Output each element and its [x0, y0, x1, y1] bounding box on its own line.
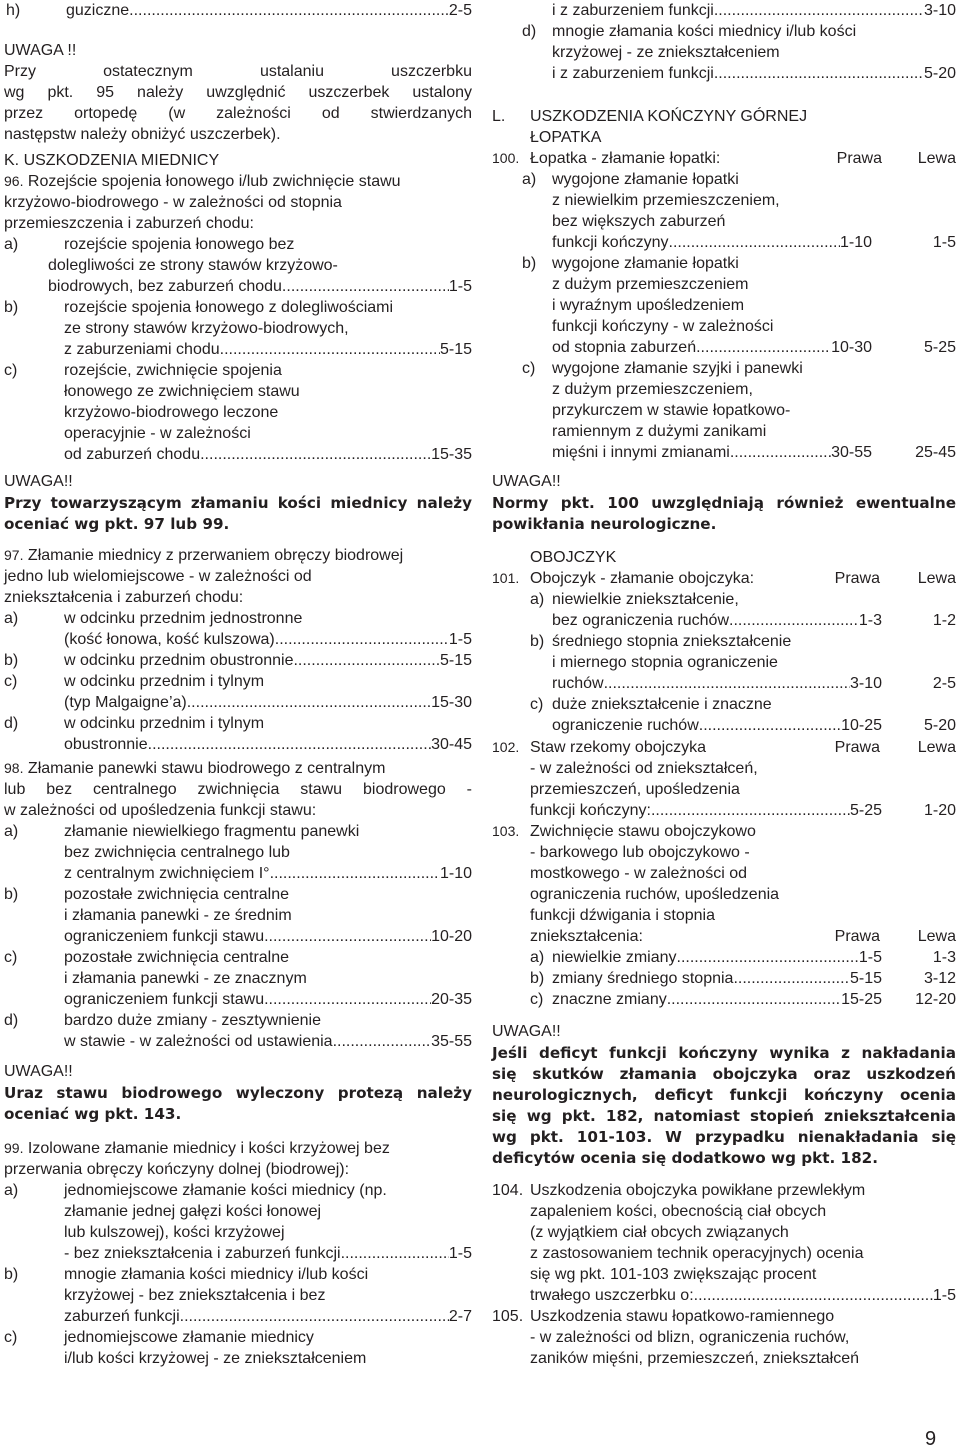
warning-text-line: przez ortopedę (w zależności od stwierdzanych — [4, 105, 472, 122]
item-value: 1-5 — [932, 1287, 956, 1304]
sub-c-value-line — [64, 444, 472, 465]
sub-c-value-line — [530, 989, 956, 1010]
value-prawa: 1-5 — [858, 949, 882, 966]
sub-label: b) — [530, 633, 545, 650]
sub-text: pozostałe zwichnięcia centralne — [64, 886, 290, 903]
item-96-line: krzyżowo-biodrowego - w zależności od stopnia — [4, 194, 342, 211]
sub-a-value-line — [64, 1243, 472, 1264]
sub-a-value-line — [64, 863, 472, 884]
sub-a-line — [4, 608, 472, 629]
item-97-line: zniekształcenia i zaburzeń chodu: — [4, 589, 244, 606]
sub-text: ruchów — [552, 675, 604, 692]
item-number: 100. — [492, 150, 520, 166]
sub-text: jednomiejscowe złamanie miednicy — [64, 1329, 314, 1346]
sub-label: a) — [530, 591, 545, 608]
item-number: 104. — [492, 1182, 524, 1199]
sub-c-line: i złamania panewki - ze znacznym — [64, 970, 307, 987]
item-number: 105. — [492, 1308, 524, 1325]
sub-c-value-line — [552, 442, 956, 463]
item-97-line — [4, 545, 472, 566]
item-103-line: ograniczenia ruchów, upośledzenia — [530, 886, 780, 903]
item-104-value-line — [530, 1285, 956, 1306]
value-prawa: 5-15 — [849, 970, 882, 987]
item-102-header — [492, 737, 956, 758]
item-104-line: się wg pkt. 101-103 zwiększając procent — [530, 1266, 817, 1283]
value-lewa: 12-20 — [915, 991, 956, 1008]
col-header-prawa: Prawa — [834, 739, 880, 756]
section-heading-k: K. USZKODZENIA MIEDNICY — [4, 152, 220, 169]
sub-value: 20-35 — [431, 991, 472, 1008]
item-98-line: lub bez centralnego zwichnięcia stawu biodrowego - — [4, 781, 472, 798]
col-header-prawa: Prawa — [834, 570, 880, 587]
sub-text: niewielkie zniekształcenie, — [552, 591, 739, 608]
word: Przy — [4, 63, 36, 80]
value-lewa: 25-45 — [915, 444, 956, 461]
sub-value: 1-5 — [448, 1245, 472, 1262]
sub-text: wygojone złamanie łopatki — [552, 171, 739, 188]
sub-text: (typ Malgaigne’a) — [64, 694, 187, 711]
item-105-line: - w zależności od blizn, ograniczenia ruchów, — [530, 1329, 850, 1346]
sub-text: ograniczenie ruchów — [552, 717, 699, 734]
sub-label: d) — [522, 23, 537, 40]
item-103-line: funkcji dźwigania i stopnia — [530, 907, 715, 924]
sub-c-line — [522, 358, 956, 379]
sub-text: w odcinku przednim jednostronne — [64, 610, 303, 627]
value-lewa: 5-20 — [923, 717, 956, 734]
sub-text: i z zaburzeniem funkcji — [552, 65, 714, 82]
item-105-line: zaników mięśni, przemieszczeń, zniekształceń — [530, 1350, 860, 1367]
item-text: guziczne — [66, 2, 130, 19]
sub-text: funkcji kończyny — [552, 234, 669, 251]
sub-b-value-line — [552, 337, 956, 358]
item-104-line: z zastosowaniem technik operacyjnych) ocenia — [530, 1245, 864, 1262]
sub-text: w odcinku przednim obustronnie — [64, 652, 294, 669]
sub-a-line — [522, 169, 956, 190]
sub-label: b) — [4, 1266, 19, 1283]
sub-b-value-line — [64, 926, 472, 947]
item-number: 103. — [492, 823, 520, 839]
warning-bold-line: deficytów ocenia się dodatkowo wg pkt. 182. — [492, 1149, 878, 1167]
sub-d-line — [4, 1010, 472, 1031]
sub-a-line: dolegliwości ze strony stawów krzyżowo- — [48, 257, 338, 274]
item-101-header — [492, 568, 956, 589]
sub-text: mnogie złamania kości miednicy i/lub kości — [552, 23, 857, 40]
item-text: zniekształcenia: — [530, 928, 643, 945]
sub-c-line: przykurczem w stawie łopatkowo- — [552, 402, 791, 419]
sub-a-value-line — [48, 276, 472, 297]
sub-b-line: i miernego stopnia ograniczenie — [552, 654, 778, 671]
sub-text: i z zaburzeniem funkcji — [552, 2, 714, 19]
sub-value: 3-10 — [923, 2, 956, 19]
item-label: h) — [6, 2, 21, 19]
item-text: Zwichnięcie stawu obojczykowo — [530, 823, 756, 840]
sub-text: wygojone złamanie łopatki — [552, 255, 739, 272]
sub-c-line: krzyżowo-biodrowego leczone — [64, 404, 279, 421]
item-103-line — [492, 821, 956, 842]
sub-text: bardzo duże zmiany - zesztywnienie — [64, 1012, 322, 1029]
sub-text: od stopnia zaburzeń — [552, 339, 697, 356]
sub-text: (kość łonowa, kość kulszowa) — [64, 631, 275, 648]
sub-a-value-line — [64, 629, 472, 650]
value-lewa: 3-12 — [923, 970, 956, 987]
warning-title: UWAGA!! — [4, 1063, 73, 1080]
item-98-line: w zależności od upośledzenia funkcji stawu: — [4, 802, 317, 819]
sub-text: jednomiejscowe złamanie kości miednicy (np. — [64, 1182, 387, 1199]
item-98-line — [4, 758, 472, 779]
sub-text: mnogie złamania kości miednicy i/lub kości — [64, 1266, 369, 1283]
sub-label: a) — [4, 610, 19, 627]
section-letter: L. — [492, 108, 506, 125]
warning-title: UWAGA!! — [4, 473, 73, 490]
item-100-header — [492, 148, 956, 169]
item-96-line: przemieszczenia i zaburzeń chodu: — [4, 215, 254, 232]
sub-text: od zaburzeń chodu — [64, 446, 201, 463]
sub-text: z centralnym zwichnięciem I° — [64, 865, 270, 882]
item-text: Uszkodzenia obojczyka powikłane przewlekłym — [530, 1182, 866, 1199]
sub-a-value-line — [552, 610, 956, 631]
warning-bold-line: Normy pkt. 100 uwzględniają również ewentualne — [492, 494, 956, 512]
item-104-line: (z wyjątkiem ciał obcych związanych — [530, 1224, 789, 1241]
item-text: Obojczyk - złamanie obojczyka: — [530, 570, 755, 587]
sub-b-line: i wyraźnym upośledzeniem — [552, 297, 745, 314]
sub-value: 35-55 — [431, 1033, 472, 1050]
sub-c-line: i/lub kości krzyżowej - ze zniekształceniem — [64, 1350, 367, 1367]
item-104-line — [492, 1180, 956, 1201]
item-text: Uszkodzenia stawu łopatkowo-ramiennego — [530, 1308, 835, 1325]
sub-text: mięśni i innymi zmianami — [552, 444, 730, 461]
value-prawa: 5-25 — [849, 802, 882, 819]
sub-b-value-line — [64, 339, 472, 360]
item-96-line — [4, 171, 472, 192]
sub-label: b) — [4, 886, 19, 903]
col-header-lewa: Lewa — [917, 570, 956, 587]
sub-a-line — [4, 1180, 472, 1201]
sub-a-line: z niewielkim przemieszczeniem, — [552, 192, 780, 209]
sub-text: - bez zniekształcenia i zaburzeń funkcji — [64, 1245, 341, 1262]
sub-c-line — [4, 1327, 472, 1348]
sub-label: c) — [530, 696, 544, 713]
item-104-line: zapaleniem kości, obecnością ciał obcych — [530, 1203, 827, 1220]
sub-a-line: lub kulszowej), kości krzyżowej — [64, 1224, 285, 1241]
value-prawa: 10-30 — [831, 339, 872, 356]
item-text: Staw rzekomy obojczyka — [530, 739, 707, 756]
sub-value: 1-5 — [448, 278, 472, 295]
value-prawa: 1-10 — [839, 234, 872, 251]
item-number: 97. — [4, 547, 24, 563]
sub-value: 1-5 — [448, 631, 472, 648]
sub-label: a) — [4, 236, 19, 253]
sub-text: znaczne zmiany — [552, 991, 667, 1008]
warning-bold-line: się skutków złamania obojczyka oraz uszkodzeń — [492, 1065, 956, 1083]
sub-c-line: łonowego ze zwichnięciem stawu — [64, 383, 300, 400]
sub-d-value-line — [64, 734, 472, 755]
sub-a-line — [4, 234, 472, 255]
item-text: Izolowane złamanie miednicy i kości krzyżowej bez — [27, 1140, 390, 1157]
sub-text: rozejście, zwichnięcie spojenia — [64, 362, 282, 379]
sub-text: rozejście spojenia łonowego z dolegliwościami — [64, 299, 394, 316]
sub-b-value-line — [530, 968, 956, 989]
value-lewa: 2-5 — [932, 675, 956, 692]
sub-c-line — [4, 671, 472, 692]
item-97-line: jedno lub wielomiejscowe - w zależności od — [4, 568, 312, 585]
sub-label: a) — [530, 949, 545, 966]
sub-value: 10-20 — [431, 928, 472, 945]
warning-bold-line: wg pkt. 101-103. W przypadku nienakładania się — [492, 1128, 956, 1146]
sub-b-line: funkcji kończyny - w zależności — [552, 318, 774, 335]
sub-label: c) — [4, 949, 18, 966]
sub-a-line: bez większych zaburzeń — [552, 213, 726, 230]
warning-title: UWAGA!! — [492, 473, 561, 490]
col-header-prawa: Prawa — [836, 150, 882, 167]
item-102-line: przemieszczeń, upośledzenia — [530, 781, 740, 798]
sub-b-line — [4, 884, 472, 905]
sub-label: b) — [530, 970, 545, 987]
sub-a-line: bez zwichnięcia centralnego lub — [64, 844, 290, 861]
item-h-guziczne — [4, 0, 472, 21]
warning-title: UWAGA!! — [492, 1023, 561, 1040]
value-lewa: 1-5 — [932, 234, 956, 251]
sub-b-value-line — [64, 1306, 472, 1327]
sub-label: a) — [522, 171, 537, 188]
col-header-lewa: Lewa — [917, 739, 956, 756]
sub-c-line: ramiennym z dużymi zanikami — [552, 423, 767, 440]
col-header-prawa: Prawa — [834, 928, 880, 945]
sub-text: w odcinku przednim i tylnym — [64, 715, 265, 732]
sub-b-line — [4, 1264, 472, 1285]
sub-text: pozostałe zwichnięcia centralne — [64, 949, 290, 966]
sub-text: funkcji kończyny: — [530, 802, 651, 819]
value-prawa: 15-25 — [841, 991, 882, 1008]
item-text: Łopatka - złamanie łopatki: — [530, 150, 721, 167]
item-text: trwałego uszczerbku o: — [530, 1287, 694, 1304]
item-number: 99. — [4, 1140, 24, 1156]
sub-text: z zaburzeniami chodu — [64, 341, 220, 358]
sub-c-line — [4, 360, 472, 381]
cont-c-value-line — [552, 0, 956, 21]
warning-bold-line: powikłania neurologiczne. — [492, 515, 717, 533]
sub-value: 5-15 — [439, 652, 472, 669]
item-105-line — [492, 1306, 956, 1327]
sub-value: 5-15 — [439, 341, 472, 358]
sub-a-value-line — [552, 232, 956, 253]
subsection-obojczyk: OBOJCZYK — [530, 549, 617, 566]
subsection-lopatka: ŁOPATKA — [530, 129, 602, 146]
sub-text: wygojone złamanie szyjki i panewki — [552, 360, 803, 377]
sub-text: ograniczeniem funkcji stawu — [64, 928, 265, 945]
sub-label: d) — [4, 715, 19, 732]
item-102-value-line — [530, 800, 956, 821]
sub-a-line: złamanie jednej gałęzi kości łonowej — [64, 1203, 322, 1220]
sub-text: rozejście spojenia łonowego bez — [64, 236, 295, 253]
sub-text: niewielkie zmiany — [552, 949, 677, 966]
item-102-line: - w zależności od zniekształceń, — [530, 760, 758, 777]
warning-bold-line: oceniać wg pkt. 143. — [4, 1105, 182, 1123]
warning-bold-line: neurologicznych, deficyt funkcji kończyny ocenia — [492, 1086, 956, 1104]
sub-text: ograniczeniem funkcji stawu — [64, 991, 265, 1008]
word: uszczerbku — [391, 63, 472, 80]
sub-label: c) — [4, 362, 18, 379]
sub-label: c) — [522, 360, 536, 377]
value-lewa: 5-25 — [923, 339, 956, 356]
sub-b-line: z dużym przemieszczeniem — [552, 276, 749, 293]
value-prawa: 1-3 — [858, 612, 882, 629]
sub-b-line: ze strony stawów krzyżowo-biodrowych, — [64, 320, 349, 337]
item-103-line: mostkowego - w zależności od — [530, 865, 747, 882]
warning-bold-line: Jeśli deficyt funkcji kończyny wynika z nakładania — [492, 1044, 956, 1062]
sub-c-line — [530, 694, 956, 715]
sub-b-value-line — [552, 673, 956, 694]
item-number: 98. — [4, 760, 24, 776]
sub-d-value-line — [64, 1031, 472, 1052]
sub-b-line — [522, 253, 956, 274]
value-prawa: 10-25 — [841, 717, 882, 734]
sub-text: w stawie - w zależności od ustawienia — [64, 1033, 333, 1050]
sub-text: duże zniekształcenie i znaczne — [552, 696, 772, 713]
item-text: Rozejście spojenia łonowego i/lub zwichnięcie stawu — [27, 173, 401, 190]
sub-d-line — [522, 21, 956, 42]
warning-bold-line: Uraz stawu biodrowego wyleczony protezą należy — [4, 1084, 472, 1102]
sub-label: d) — [4, 1012, 19, 1029]
sub-label: c) — [4, 1329, 18, 1346]
sub-c-line: z dużym przemieszczeniem, — [552, 381, 753, 398]
sub-label: c) — [530, 991, 544, 1008]
warning-title: UWAGA !! — [4, 42, 77, 59]
sub-b-value-line — [4, 650, 472, 671]
sub-label: b) — [4, 652, 19, 669]
item-103-line: - barkowego lub obojczykowo - — [530, 844, 750, 861]
sub-text: biodrowych, bez zaburzeń chodu — [48, 278, 282, 295]
section-title: USZKODZENIA KOŃCZYNY GÓRNEJ — [530, 108, 808, 125]
sub-text: średniego stopnia zniekształcenie — [552, 633, 792, 650]
sub-value: 5-20 — [923, 65, 956, 82]
sub-c-value-line — [64, 989, 472, 1010]
value-prawa: 30-55 — [831, 444, 872, 461]
warning-text-line: wg pkt. 95 należy uwzględnić uszczerbek ustalony — [4, 84, 472, 101]
value-prawa: 3-10 — [849, 675, 882, 692]
item-number: 96. — [4, 173, 24, 189]
sub-text: złamanie niewielkiego fragmentu panewki — [64, 823, 360, 840]
section-heading-l — [492, 106, 956, 127]
sub-text: obustronnie — [64, 736, 148, 753]
sub-b-line: i złamania panewki - ze średnim — [64, 907, 292, 924]
value-lewa: 1-2 — [932, 612, 956, 629]
sub-a-value-line — [530, 947, 956, 968]
sub-b-line — [4, 297, 472, 318]
sub-text: zaburzeń funkcji — [64, 1308, 180, 1325]
sub-b-line — [530, 631, 956, 652]
sub-label: b) — [522, 255, 537, 272]
sub-value: 30-45 — [431, 736, 472, 753]
sub-value: 15-30 — [431, 694, 472, 711]
warning-bold-line: się wg pkt. 182, natomiast stopień zniekształcenia — [492, 1107, 956, 1125]
item-text: Złamanie panewki stawu biodrowego z centralnym — [27, 760, 386, 777]
sub-value: 15-35 — [431, 446, 472, 463]
sub-text: w odcinku przednim i tylnym — [64, 673, 265, 690]
value-lewa: 1-20 — [923, 802, 956, 819]
sub-b-line: krzyżowej - bez zniekształcenia i bez — [64, 1287, 326, 1304]
item-number: 102. — [492, 739, 520, 755]
warning-text-line: następstw należy obniżyć uszczerbek). — [4, 126, 281, 143]
warning-bold-line: Przy towarzyszącym złamaniu kości miednicy należy — [4, 494, 472, 512]
page-number: 9 — [925, 1428, 937, 1450]
sub-a-line — [4, 821, 472, 842]
item-103-header — [530, 926, 956, 947]
col-header-lewa: Lewa — [917, 928, 956, 945]
sub-d-value-line — [552, 63, 956, 84]
sub-label: a) — [4, 1182, 19, 1199]
value-lewa: 1-3 — [932, 949, 956, 966]
warning-bold-line: oceniać wg pkt. 97 lub 99. — [4, 515, 230, 533]
sub-c-value-line — [552, 715, 956, 736]
word: ostatecznym — [103, 63, 193, 80]
warning-text-line — [4, 61, 472, 82]
item-text: Złamanie miednicy z przerwaniem obręczy biodrowej — [27, 547, 404, 564]
sub-a-line — [530, 589, 956, 610]
sub-text: zmiany średniego stopnia — [552, 970, 734, 987]
sub-d-line — [4, 713, 472, 734]
sub-label: b) — [4, 299, 19, 316]
col-header-lewa: Lewa — [917, 150, 956, 167]
item-99-line — [4, 1138, 472, 1159]
sub-c-line: operacyjnie - w zależności — [64, 425, 251, 442]
sub-label: c) — [4, 673, 18, 690]
sub-c-line — [4, 947, 472, 968]
sub-label: a) — [4, 823, 19, 840]
item-value: 2-5 — [448, 2, 472, 19]
item-99-line: przerwania obręczy kończyny dolnej (biodrowej): — [4, 1161, 350, 1178]
word: ustalaniu — [259, 63, 324, 80]
sub-value: 2-7 — [448, 1308, 472, 1325]
sub-d-line: krzyżowej - ze zniekształceniem — [552, 44, 780, 61]
sub-value: 1-10 — [439, 865, 472, 882]
sub-text: bez ograniczenia ruchów — [552, 612, 729, 629]
item-number: 101. — [492, 570, 520, 586]
sub-c-value-line — [64, 692, 472, 713]
